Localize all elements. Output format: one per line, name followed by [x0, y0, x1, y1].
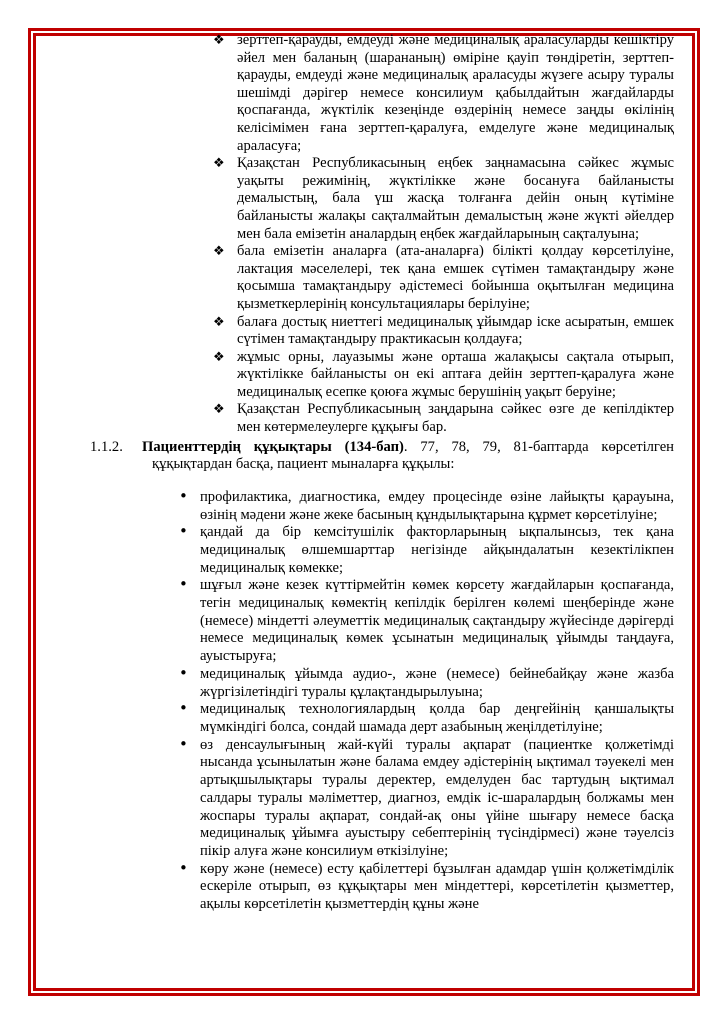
maternity-rights-list [50, 32, 674, 437]
list-item [168, 663, 674, 701]
round-bullet-icon: • [179, 663, 188, 682]
diamond-bullet-icon: ❖ [213, 156, 225, 172]
list-item-text: көру және (немесе) есту қабілеттері бұзылған адамдар үшін қолжетімділік ескеріле отырып, өз құқықтары мен міндеттері, көрсетілетін қызметтер, ақылы көрсетілетін қызметтердің құны және [200, 860, 674, 913]
page-title: Пациенттердің құқықтары (134-бап) [142, 438, 404, 455]
list-item-text: қандай да бір кемсітушілік факторларының ықпалынсыз, тек қана медициналық өлшемшарттар негізінде айқындалатын кезектілікпен медициналық көмекке; [200, 524, 674, 576]
list-item-text: өз денсаулығының жай-күйі туралы ақпарат (пациентке қолжетімді нысанда ұсынылатын және балама емдеу әдістерінің ықтимал тәуекелі мен артықшылықтары туралы деректер, емделуден бас тартудың ықтимал салдары туралы мәліметтер, диагноз, емдік іс-шаралардың болжамы мен жоспары туралы ақпарат, сондай-ақ оны үйіне шығару немесе басқа медициналық ұйымға ауыстыру себептерінің түсіндірмесі) және тәуелсіз пікір алуға және консилиум өткізілуіне; [200, 736, 674, 859]
list-item [205, 243, 674, 313]
diamond-bullet-icon: ❖ [213, 402, 225, 418]
section-heading [50, 439, 674, 475]
list-item-text: профилактика, диагностика, емдеу процесінде өзіне лайықты қарауына, өзінің мәдени және жеке басының құндылықтарына құрмет көрсетілуіне; [200, 488, 674, 523]
list-item [205, 401, 674, 436]
section-body-text: . 77, 78, 79, 81-баптарда көрсетілген құқықтардан басқа, пациент мыналарға құқылы: [152, 438, 674, 473]
list-item-text: жұмыс орны, лауазымы және орташа жалақысы сақтала отырып, жүктілікке байланысты он екі аптаға дейін зерттеп-қаралуға және медициналық есепке қоюға жұмыс берушінің уақыт беруіне; [237, 348, 674, 400]
diamond-bullet-icon: ❖ [213, 33, 225, 48]
section-number: 1.1.2. [90, 438, 123, 455]
list-item-text: шұғыл және кезек күттірмейтін көмек көрсету жағдайларын қоспағанда, тегін медициналық көмектің кепілдік берілген көлемі шеңберінде және (немесе) міндетті әлеуметтік медициналық сақтандыру жүйесінде дәрігерді немесе медициналық көмек ұсынатын медициналық ұйымды таңдауға, ауыстыруға; [200, 577, 674, 665]
list-item [168, 577, 674, 666]
list-item-text: зерттеп-қарауды, емдеуді және медициналық араласуларды кешіктіру әйел мен баланың (шарананың) өміріне қауіп төндіретін, зерттеп-қарауды, емдеуді және медициналық араласуды жүзеге асыру туралы шешімді дәрігер немесе консилиум қабылдайтын жағдайларды қоспағанда, жүктілік кезеңінде өздерінің немесе заңды өкілінің келісімімен ғана зерттеп-қаралуға, емделуге және медициналық араласуға; [237, 32, 674, 154]
list-item [205, 155, 674, 243]
list-item-text: бала емізетін аналарға (ата-аналарға) білікті қолдау көрсетілуіне, лактация мәселелері, тек қана емшек сүтімен тамақтандыру және қосымша тамақтандыру әдістемесі бойынша оқытылған медицина қызметкерлерінің консультациялары берілуіне; [237, 243, 674, 312]
round-bullet-icon: • [179, 575, 188, 594]
list-item [168, 486, 674, 524]
list-item [205, 32, 674, 155]
list-item [168, 524, 674, 577]
list-item-text: медициналық ұйымда аудио-, және (немесе) бейнебайқау және жазба жүргізілетіндігі туралы құлақтандырылуына; [200, 665, 674, 700]
page-content [40, 30, 688, 990]
list-item-text: Қазақстан Республикасының заңдарына сәйкес өзге де кепілдіктер мен көтермелеулерге құқығы бар. [237, 401, 674, 436]
list-item [205, 349, 674, 402]
round-bullet-icon: • [179, 858, 188, 877]
diamond-bullet-icon: ❖ [213, 314, 225, 330]
list-item [168, 701, 674, 736]
list-item [168, 858, 674, 914]
diamond-bullet-icon: ❖ [213, 244, 225, 260]
list-item [168, 734, 674, 861]
round-bullet-icon: • [179, 734, 188, 753]
round-bullet-icon: • [179, 699, 188, 718]
patient-rights-list [50, 486, 674, 914]
list-item-text: Қазақстан Республикасының еңбек заңнамасына сәйкес жұмыс уақыты режимінің, жүктілікке және босануға байланысты демалыстың, бала үш жасқа толғанға дейін оның күтіміне байланысты жалақы сақталмайтын демалыстың және жүкті әйелдер мен бала емізетін аналардың еңбек жағдайларының сақталуына; [237, 155, 674, 242]
round-bullet-icon: • [179, 522, 188, 541]
round-bullet-icon: • [179, 486, 188, 505]
diamond-bullet-icon: ❖ [213, 349, 225, 365]
list-item [205, 314, 674, 349]
list-item-text: балаға достық ниеттегі медициналық ұйымдар іске асыратын, емшек сүтімен тамақтандыру практикасын қолдауға; [237, 313, 674, 348]
list-item-text: медициналық технологиялардың қолда бар деңгейінің қаншалықты мүмкіндігі болса, сондай шамада дерт азабының жеңілдетілуіне; [200, 701, 674, 735]
